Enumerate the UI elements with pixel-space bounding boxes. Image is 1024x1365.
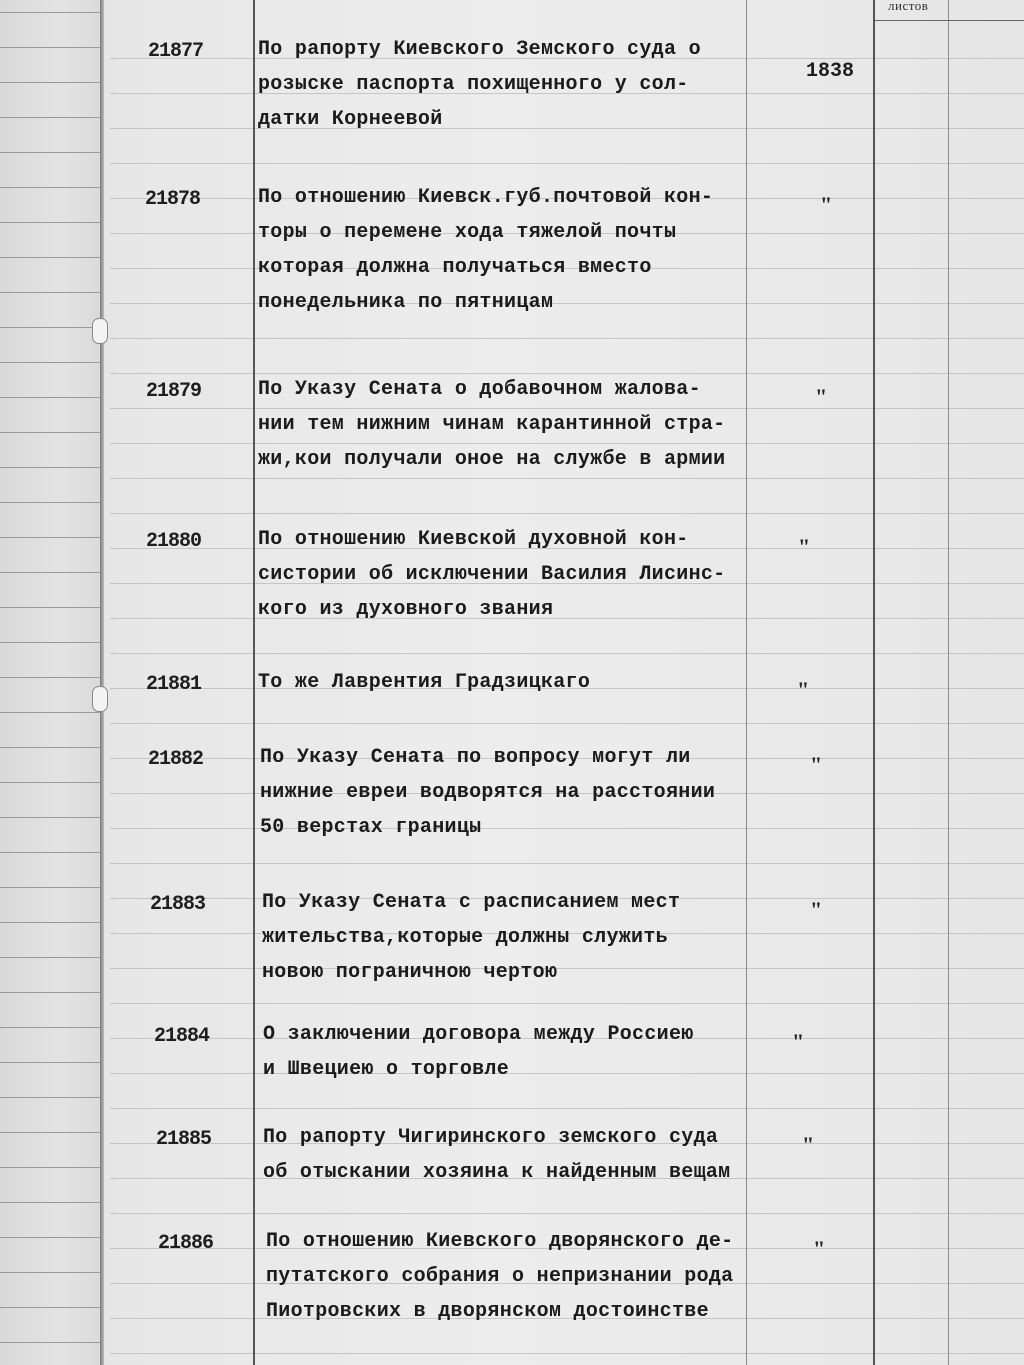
entry-date: 1838 <box>806 60 855 83</box>
entry-title-line: новою пограничною чертою <box>262 961 558 984</box>
binding-hole <box>92 318 108 344</box>
entry-title <box>258 32 701 137</box>
entry-title-line: нижние евреи водворятся на расстоянии <box>260 781 716 804</box>
ditto-mark: " <box>798 534 811 559</box>
entry-number: 21883 <box>150 893 206 916</box>
entry-title-line: По отношению Киевского дворянского де- <box>266 1230 734 1253</box>
entry-title <box>258 665 590 700</box>
entry-title-line: То же Лаврентия Градзицкаго <box>258 671 591 694</box>
entry-title-line: По Указу Сената по вопросу могут ли <box>260 746 691 769</box>
entry-title <box>258 522 725 627</box>
entry-title-line: путатского собрания о непризнании рода <box>266 1265 734 1288</box>
ditto-mark: " <box>813 1236 826 1261</box>
entry-number: 21882 <box>148 748 204 771</box>
entry-number: 21886 <box>158 1232 214 1255</box>
entry-title-line: жи,кои получали оное на службе в армии <box>258 448 726 471</box>
entry-title <box>263 1017 694 1087</box>
entry-number: 21877 <box>148 40 204 63</box>
entry-title <box>260 740 715 845</box>
page-binding-edge <box>100 0 104 1365</box>
binding-hole <box>92 686 108 712</box>
entry-number: 21884 <box>154 1025 210 1048</box>
entry-number: 21880 <box>146 530 202 553</box>
column-divider-sheets <box>948 0 949 1365</box>
entry-title-line: По Указу Сената о добавочном жалова- <box>258 378 701 401</box>
sheets-column-header: листов <box>888 0 929 13</box>
ditto-mark: " <box>815 384 828 409</box>
entry-title-line: 50 верстах границы <box>260 816 482 839</box>
entry-title-line: По рапорту Киевского Земского суда о <box>258 38 701 61</box>
entry-title-line: По отношению Киевск.губ.почтовой кон- <box>258 186 714 209</box>
entry-title-line: торы о перемене хода тяжелой почты <box>258 221 677 244</box>
entry-title-line: розыске паспорта похищенного у сол- <box>258 73 689 96</box>
entry-title-line: По рапорту Чигиринского земского суда <box>263 1126 719 1149</box>
entry-title-line: и Швециею о торговле <box>263 1058 510 1081</box>
ditto-mark: " <box>802 1132 815 1157</box>
column-divider-number <box>253 0 255 1365</box>
entry-number: 21881 <box>146 673 202 696</box>
entry-title <box>258 372 725 477</box>
entry-title-line: систории об исключении Василия Лисинс- <box>258 563 726 586</box>
entry-title-line: датки Корнеевой <box>258 108 443 131</box>
column-divider-title <box>746 0 747 1365</box>
ditto-mark: " <box>797 677 810 702</box>
entry-title <box>266 1224 733 1329</box>
entry-title <box>258 180 713 320</box>
entry-title-line: понедельника по пятницам <box>258 291 554 314</box>
entry-title-line: По Указу Сената с расписанием мест <box>262 891 681 914</box>
ditto-mark: " <box>820 192 833 217</box>
entry-number: 21878 <box>145 188 201 211</box>
entry-title <box>263 1120 730 1190</box>
entry-title-line: Пиотровских в дворянском достоинстве <box>266 1300 709 1323</box>
entry-title-line: которая должна получаться вместо <box>258 256 652 279</box>
header-rule <box>875 20 1024 21</box>
entry-title-line: кого из духовного звания <box>258 598 554 621</box>
entry-number: 21879 <box>146 380 202 403</box>
ditto-mark: " <box>810 752 823 777</box>
ditto-mark: " <box>792 1029 805 1054</box>
entry-title-line: По отношению Киевской духовной кон- <box>258 528 689 551</box>
binding-ruled-lines <box>0 0 100 1365</box>
entry-title-line: жительства,которые должны служить <box>262 926 668 949</box>
entry-title-line: О заключении договора между Россиею <box>263 1023 694 1046</box>
entry-title-line: нии тем нижним чинам карантинной стра- <box>258 413 726 436</box>
entry-number: 21885 <box>156 1128 212 1151</box>
ditto-mark: " <box>810 897 823 922</box>
column-divider-date <box>873 0 875 1365</box>
entry-title <box>262 885 680 990</box>
entry-title-line: об отыскании хозяина к найденным вещам <box>263 1161 731 1184</box>
